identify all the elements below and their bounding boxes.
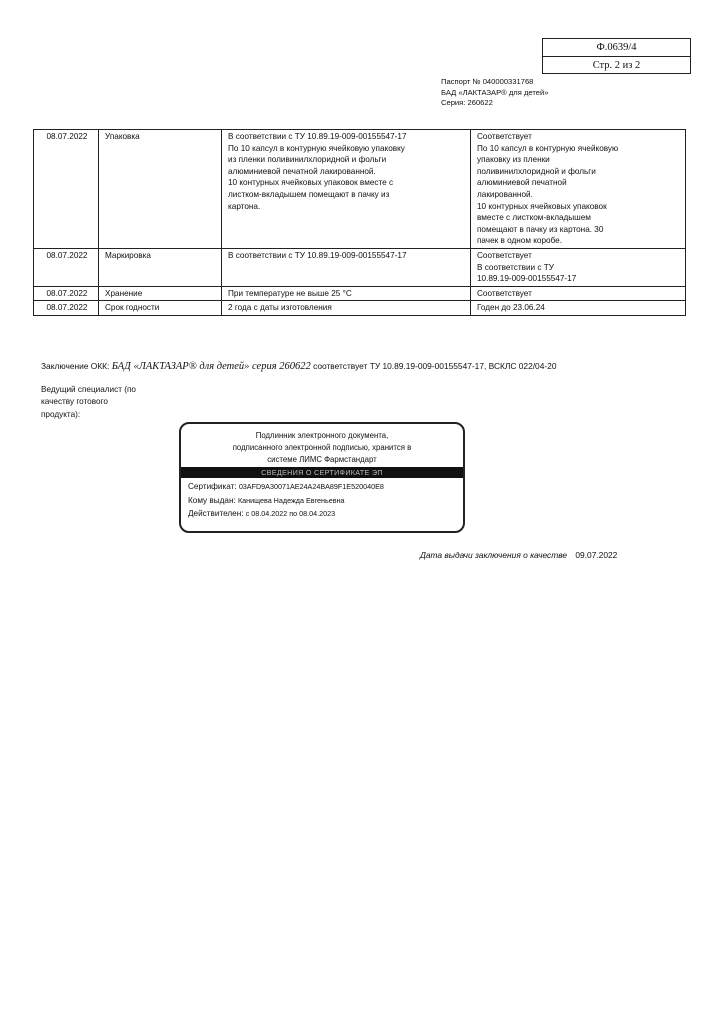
passport-number: Паспорт № 040000331768 (441, 77, 534, 86)
requirement-line: из пленки поливинилхлоридной и фольги (228, 155, 387, 165)
result-cell (471, 286, 686, 301)
results-table (33, 129, 686, 316)
result-line: Годен до 23.06.24 (477, 303, 545, 313)
specialist-line: продукта): (41, 409, 81, 419)
requirement-line: В соответствии с ТУ 10.89.19-009-00155547-17 (228, 132, 407, 141)
stamp-line: системе ЛИМС Фармстандарт (267, 454, 377, 464)
result-line: Соответствует (477, 132, 532, 141)
result-line: Соответствует (477, 288, 532, 298)
result-line: Соответствует (477, 250, 532, 260)
requirement-cell (222, 248, 471, 286)
stamp-line: Подлинник электронного документа, (255, 431, 389, 440)
table-row (34, 130, 686, 249)
indicator-cell: Упаковка (99, 130, 222, 249)
requirement-line: картона. (228, 201, 261, 211)
indicator-cell: Хранение (99, 286, 222, 301)
requirement-line: 10 контурных ячейковых упаковок вместе с (228, 178, 394, 188)
result-line: 10.89.19-009-00155547-17 (477, 274, 577, 284)
specialist-line: Ведущий специалист (по (41, 385, 136, 394)
result-cell (471, 248, 686, 286)
result-line: пачек в одном коробе. (477, 236, 562, 246)
date-cell: 08.07.2022 (34, 301, 99, 316)
certificate-value: 03AFD9A30071AE24A24BA89F1E520040E8 (238, 482, 384, 492)
result-cell (471, 130, 686, 249)
result-line: помещают в пачку из картона. 30 (477, 224, 604, 234)
owner-value: Канищева Надежда Евгеньевна (237, 495, 345, 505)
requirement-cell (222, 130, 471, 249)
form-code: Ф.0639/4 (596, 42, 637, 53)
result-line: вместе с листком-вкладышем (477, 213, 591, 223)
conclusion-product: БАД «ЛАКТАЗАР® для детей» серия 260622 (111, 361, 311, 372)
requirement-line: При температуре не выше 25 °С (228, 288, 352, 298)
requirement-line: 2 года с даты изготовления (228, 303, 332, 313)
result-line: поливинилхлоридной и фольги (477, 166, 596, 176)
issue-date (420, 550, 617, 560)
conclusion (41, 361, 556, 372)
owner-row (188, 494, 463, 507)
result-line: 10 контурных ячейковых упаковок (477, 201, 607, 211)
passport-info (441, 77, 548, 109)
requirement-line: В соответствии с ТУ 10.89.19-009-00155547-17 (228, 250, 407, 260)
validity-label: Действителен: (188, 509, 244, 519)
certificate-header-bar: СВЕДЕНИЯ О СЕРТИФИКАТЕ ЭП (181, 467, 463, 478)
result-line: упаковку из пленки (477, 155, 550, 165)
result-line: В соответствии с ТУ (477, 262, 554, 272)
electronic-signature-stamp (179, 422, 465, 533)
requirement-line: По 10 капсул в контурную ячейковую упаковку (228, 143, 405, 153)
batch-number: Серия: 260622 (441, 98, 493, 107)
result-line: алюминиевой печатной (477, 178, 567, 188)
requirement-cell (222, 286, 471, 301)
stamp-line: подписанного электронной подписью, хранится в (232, 442, 412, 452)
indicator-cell: Маркировка (99, 248, 222, 286)
specialist-label (41, 384, 136, 421)
table-row (34, 301, 686, 316)
specialist-line: качеству готового (41, 397, 108, 407)
conclusion-text: соответствует ТУ 10.89.19-009-00155547-17, ВСКЛС 022/04-20 (313, 361, 557, 371)
result-cell (471, 301, 686, 316)
certificate-label: Сертификат: (188, 482, 237, 492)
table-row (34, 248, 686, 286)
date-cell: 08.07.2022 (34, 130, 99, 249)
validity-row (188, 507, 463, 520)
date-cell: 08.07.2022 (34, 286, 99, 301)
owner-label: Кому выдан: (188, 495, 236, 505)
form-code-box (542, 38, 691, 74)
requirement-line: листком-вкладышем помещают в пачку из (228, 189, 390, 199)
requirement-line: алюминиевой печатной лакированной. (228, 166, 376, 176)
issue-date-label: Дата выдачи заключения о качестве (420, 550, 568, 560)
result-line: лакированной. (477, 189, 533, 199)
requirement-cell (222, 301, 471, 316)
indicator-cell: Срок годности (99, 301, 222, 316)
result-line: По 10 капсул в контурную ячейковую (477, 143, 619, 153)
table-row (34, 286, 686, 301)
certificate-row (188, 480, 463, 493)
conclusion-label: Заключение ОКК: (41, 361, 110, 371)
product-name: БАД «ЛАКТАЗАР® для детей» (441, 87, 549, 97)
date-cell: 08.07.2022 (34, 248, 99, 286)
validity-value: с 08.04.2022 по 08.04.2023 (245, 509, 336, 519)
issue-date-value: 09.07.2022 (575, 550, 618, 560)
page-number: Стр. 2 из 2 (543, 56, 690, 74)
